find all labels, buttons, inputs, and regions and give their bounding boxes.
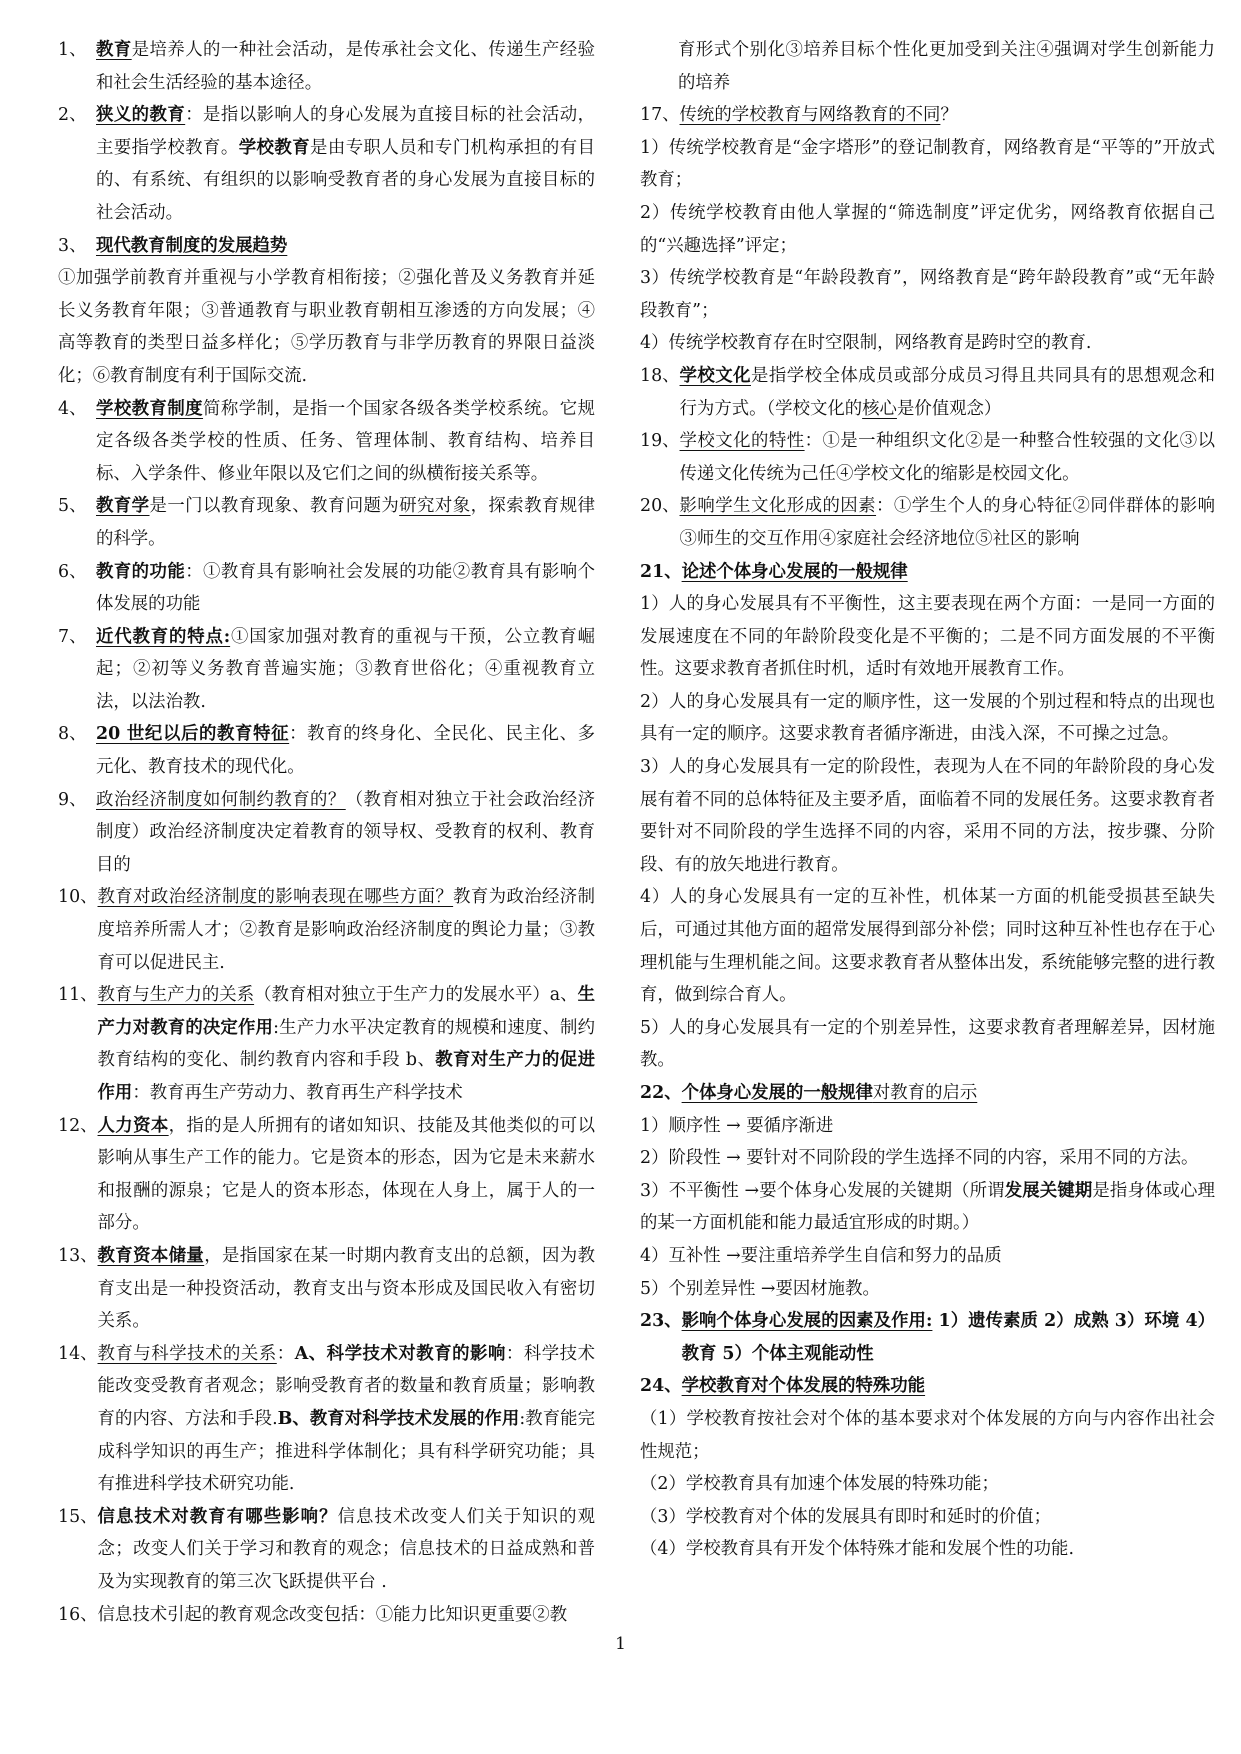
definition: ，指的是人所拥有的诸如知识、技能及其他类似的可以影响从事生产工作的能力。它是资本的形态，因为它是未来薪水和报酬的源泉；它是人的资本形态，体现在人身上，属于人的一部分。 [97, 1115, 595, 1234]
item-number: 9、 [58, 789, 87, 810]
answer: 信息技术改变人们关于知识的观念；改变人们关于学习和教育的观念；信息技术的日益成熟和普及为实现教育的第三次飞跃提供平台 . [97, 1506, 595, 1592]
item-number: 14、 [58, 1343, 98, 1364]
item-7 [58, 621, 595, 719]
item-17 [640, 99, 1215, 132]
answer: :教育能完成科学知识的再生产；推进科学体制化；具有科学研究功能；具有推进科学技术研究功能. [97, 1408, 595, 1495]
item-number: 8、 [58, 724, 87, 745]
definition: 是价值观念） [896, 398, 1002, 419]
subheading: 生产力对教育的决定作用 [97, 985, 595, 1038]
definition: 简称学制，是指一个国家各级各类学校系统。它规定各级各类学校的性质、任务、管理体制、教育结构、培养目标、入学条件、修业年限以及它们之间的纵横衔接关系等。 [96, 398, 595, 484]
item-number: 6、 [58, 561, 87, 582]
page-number: 1 [615, 1634, 626, 1654]
definition: ，探索教育规律的科学。 [96, 496, 595, 549]
item-number: 13、 [58, 1245, 98, 1266]
item-number: 19、 [640, 431, 680, 452]
item-number: 1、 [58, 40, 87, 60]
heading: 影响个体身心发展的因素及作用: [681, 1311, 933, 1332]
point: （4）学校教育具有开发个体特殊才能和发展个性的功能. [640, 1539, 1074, 1560]
subheading: B、教育对科学技术发展的作用 [277, 1408, 520, 1429]
item-number: 12、 [58, 1115, 98, 1136]
definition: 是指学校全体成员或部分成员习得且共同具有的思想观念和行为方式。（学校文化的 [679, 365, 1215, 419]
item-16 [58, 1599, 595, 1632]
item-20 [640, 490, 1215, 555]
left-column [58, 34, 595, 1631]
item-24 [640, 1370, 1215, 1403]
question: 教育与生产力的关系 [97, 985, 255, 1006]
term: 学校教育 [238, 137, 311, 158]
definition: ：①是一种组织文化②是一种整合性较强的文化③以传递文化传统为己任④学校文化的缩影是校园文化。 [679, 431, 1215, 484]
item-8 [58, 718, 595, 783]
question: 教育与科学技术的关系 [97, 1343, 277, 1364]
item-number: 17、 [640, 105, 680, 126]
point: 4）互补性 →要注重培养学生自信和努力的品质 [640, 1245, 1002, 1266]
item-number: 4、 [58, 398, 87, 419]
item-number: 2、 [58, 105, 87, 126]
heading: 个体身心发展的一般规律 [681, 1083, 873, 1103]
point: 1）顺序性 → 要循序渐进 [640, 1115, 834, 1136]
term: 学校文化的特性 [679, 431, 805, 452]
answer: ：教育再生产劳动力、教育再生产科学技术 [132, 1083, 463, 1103]
item-number: 3、 [58, 235, 87, 256]
term: 教育学 [96, 496, 150, 517]
point: 5）个别差异性 →要因材施教。 [640, 1278, 880, 1299]
definition: ：是指以影响人的身心发展为直接目标的社会活动，主要指学校教育。 [96, 105, 595, 158]
question-mark: ？ [940, 105, 958, 126]
item-number: 21、 [640, 561, 682, 582]
answer: （教育相对独立于生产力的发展水平）a、 [254, 985, 578, 1006]
answer: 1）遗传素质 2）成熟 3）环境 4）教育 5）个体主观能动性 [681, 1311, 1215, 1364]
point: 2）传统学校教育由他人掌握的“筛选制度”评定优劣，网络教育依据自己的“兴趣选择”评定； [640, 202, 1215, 256]
item-number: 7、 [58, 626, 87, 647]
point [640, 1175, 1215, 1240]
item-22 [640, 1077, 1215, 1110]
point: 3）传统学校教育是“年龄段教育”，网络教育是“跨年龄段教育”或“无年龄段教育”； [640, 268, 1215, 321]
term: 学校教育制度 [96, 398, 204, 419]
heading-tail: 对教育的启示 [872, 1083, 978, 1103]
item-13 [58, 1240, 595, 1338]
question: 政治经济制度如何制约教育的？ [96, 789, 346, 810]
item-9 [58, 784, 595, 882]
point: 1）传统学校教育是“金字塔形”的登记制教育，网络教育是“平等的”开放式教育； [640, 137, 1215, 191]
definition: ①国家加强对教育的重视与干预，公立教育崛起；②初等义务教育普遍实施；③教育世俗化；④重视教育立法，以法治教. [96, 626, 595, 712]
answer: :生产力水平决定教育的规模和速度、制约教育结构的变化、制约教育内容和手段 b、 [97, 1017, 595, 1071]
point: 1）人的身心发展具有不平衡性，这主要表现在两个方面：一是同一方面的发展速度在不同的年龄阶段变化是不平衡的；二是不同方面发展的不平衡性。这要求教育者抓住时机，适时有效地开展教育工作。 [640, 594, 1215, 680]
item-number: 15、 [58, 1506, 98, 1527]
point: 2）人的身心发展具有一定的顺序性，这一发展的个别过程和特点的出现也具有一定的顺序。这要求教育者循序渐进，由浅入深，不可操之过急。 [640, 691, 1215, 745]
item-10 [58, 881, 595, 979]
item-number: 22、 [640, 1083, 682, 1103]
point: 4）人的身心发展具有一定的互补性，机体某一方面的机能受损甚至缺失后，可通过其他方面的超常发展得到部分补偿；同时这种互补性也存在于心理机能与生理机能之间。这要求教育者从整体出发，系统能够完整的进行教育，做到综合育人。 [640, 887, 1215, 1006]
point-text: 是指身体或心理的某一方面机能和能力最适宜形成的时期。） [640, 1180, 1215, 1234]
answer: （教育相对独立于社会政治经济制度）政治经济制度决定着教育的领导权、受教育的权利、教育目的 [96, 789, 595, 875]
item-number: 16、 [58, 1604, 98, 1625]
point: 2）阶段性 → 要针对不同阶段的学生选择不同的内容，采用不同的方法。 [640, 1148, 1199, 1169]
item-5 [58, 490, 595, 555]
item-23 [640, 1305, 1215, 1370]
heading: 学校教育对个体发展的特殊功能 [681, 1376, 926, 1397]
answer: 教育为政治经济制度培养所需人才；②教育是影响政治经济制度的舆论力量；③教育可以促进民主. [97, 887, 595, 973]
definition: 是一门以教育现象、教育问题为 [149, 496, 400, 517]
item-number: 18、 [640, 365, 680, 386]
term: 狭义的教育 [96, 105, 186, 126]
heading: 现代教育制度的发展趋势 [96, 235, 288, 256]
point: （2）学校教育具有加速个体发展的特殊功能； [640, 1474, 999, 1495]
item-21 [640, 556, 1215, 589]
item-15 [58, 1501, 595, 1599]
term: 教育的功能 [96, 561, 186, 582]
item-number: 5、 [58, 496, 87, 517]
definition: 是培养人的一种社会活动，是传承社会文化、传递生产经验和社会生活经验的基本途径。 [96, 40, 595, 93]
item-14 [58, 1338, 595, 1501]
term: 教育 [96, 40, 132, 60]
item-3 [58, 230, 595, 263]
term: 近代教育的特点: [96, 626, 231, 647]
item-19 [640, 425, 1215, 490]
item-6 [58, 556, 595, 621]
term: 人力资本 [97, 1115, 169, 1136]
item-number: 23、 [640, 1311, 682, 1332]
definition: ，是指国家在某一时期内教育支出的总额，因为教育支出是一种投资活动，教育支出与资本形成及国民收入有密切关系。 [97, 1245, 595, 1332]
punctuation: ： [276, 1343, 295, 1364]
point: （1）学校教育按社会对个体的基本要求对个体发展的方向与内容作出社会性规范； [640, 1408, 1215, 1462]
point: 3）人的身心发展具有一定的阶段性，表现为人在不同的年龄阶段的身心发展有着不同的总体特征及主要矛盾，面临着不同的发展任务。这要求教育者要针对不同阶段的学生选择不同的内容，采用不同的方法，按步骤、分阶段、有的放矢地进行教育。 [640, 757, 1215, 875]
term: 发展关键期 [1004, 1180, 1093, 1201]
item-11 [58, 979, 595, 1109]
definition: ：教育的终身化、全民化、民主化、多元化、教育技术的现代化。 [96, 724, 595, 778]
point: 5）人的身心发展具有一定的个别差异性，这要求教育者理解差异，因材施教。 [640, 1017, 1215, 1071]
point: （3）学校教育对个体的发展具有即时和延时的价值； [640, 1506, 1052, 1527]
paragraph: ①加强学前教育并重视与小学教育相衔接；②强化普及义务教育并延长义务教育年限；③普通教育与职业教育朝相互渗透的方向发展；④高等教育的类型日益多样化；⑤学历教育与非学历教育的界限日益淡化；⑥教育制度有利于国际交流. [58, 268, 595, 386]
term: 教育资本储量 [97, 1245, 205, 1266]
item-number: 11、 [58, 985, 98, 1006]
item-16-continued: 育形式个别化③培养目标个性化更加受到关注④强调对学生创新能力的培养 [678, 40, 1215, 93]
heading: 论述个体身心发展的一般规律 [681, 561, 908, 582]
answer: ：科学技术能改变受教育者观念；影响受教育者的数量和教育质量；影响教育的内容、方法和手段. [97, 1343, 595, 1429]
definition: 是由专职人员和专门机构承担的有目的、有系统、有组织的以影响受教育者的身心发展为直接目标的社会活动。 [96, 137, 595, 223]
item-number: 20、 [640, 496, 680, 517]
emphasis: 核心 [862, 398, 897, 419]
question: 教育对政治经济制度的影响表现在哪些方面？ [97, 887, 454, 908]
question: 信息技术对教育有哪些影响？ [97, 1506, 338, 1527]
definition: ：①教育具有影响社会发展的功能②教育具有影响个体发展的功能 [96, 561, 595, 615]
point-text: 3）不平衡性 →要个体身心发展的关键期（所谓 [640, 1180, 1005, 1201]
item-18 [640, 360, 1215, 425]
subheading: 教育对生产力的促进作用 [97, 1050, 595, 1103]
item-number: 10、 [58, 887, 98, 908]
term: 影响学生文化形成的因素 [679, 496, 877, 517]
emphasis: 研究对象 [399, 496, 471, 517]
subheading: A、科学技术对教育的影响 [294, 1343, 506, 1364]
answer: 信息技术引起的教育观念改变包括：①能力比知识更重要②教 [97, 1604, 568, 1625]
item-2 [58, 99, 595, 229]
term: 20 世纪以后的教育特征 [96, 724, 290, 745]
point: 4）传统学校教育存在时空限制，网络教育是跨时空的教育. [640, 333, 1092, 354]
item-12 [58, 1110, 595, 1240]
term: 学校文化 [679, 365, 751, 386]
question: 传统的学校教育与网络教育的不同 [679, 105, 941, 126]
item-number: 24、 [640, 1376, 682, 1397]
right-column [640, 34, 1215, 1566]
item-1 [58, 34, 595, 99]
definition: ：①学生个人的身心特征②同伴群体的影响③师生的交互作用④家庭社会经济地位⑤社区的影响 [679, 496, 1215, 549]
item-4 [58, 393, 595, 491]
